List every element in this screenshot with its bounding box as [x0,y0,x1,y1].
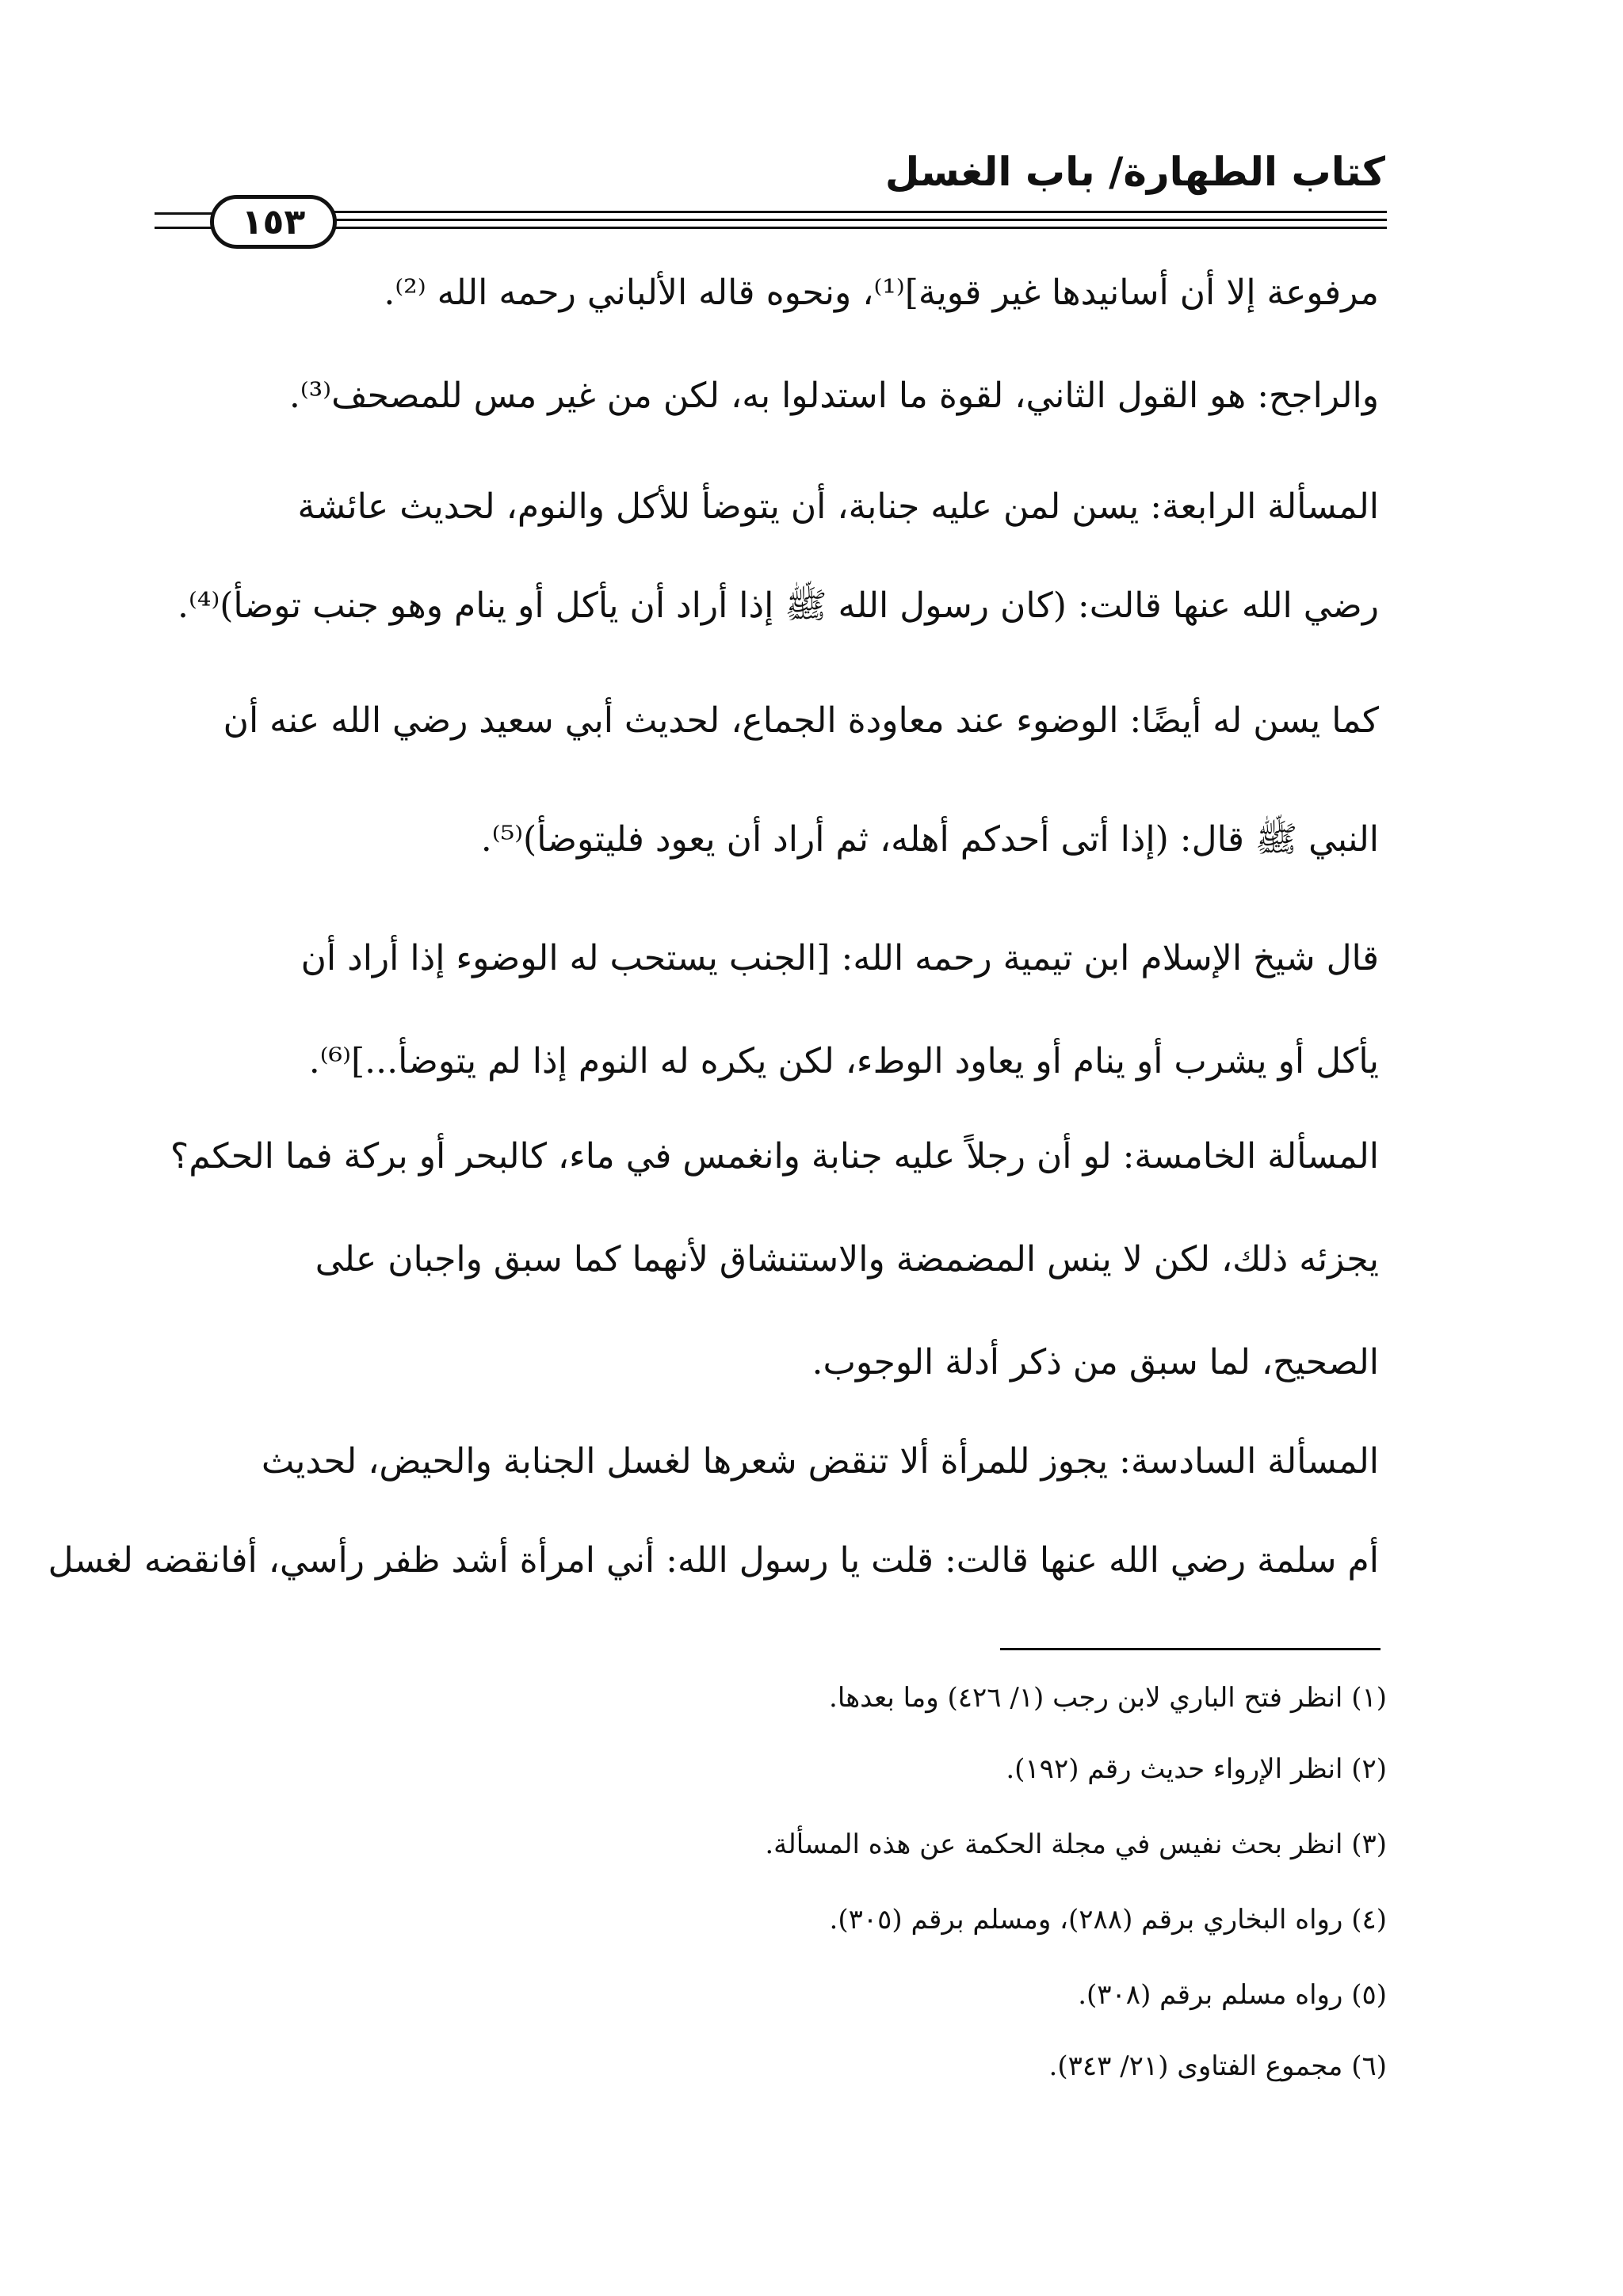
footnote-separator [1000,1648,1381,1650]
body-line-2: والراجح: هو القول الثاني، لقوة ما استدلوا به، لكن من غير مس للمصحف⁽³⁾. [288,376,1379,416]
running-title: كتاب الطهارة/ باب الغسل [884,149,1385,195]
body-line-4: رضي الله عنها قالت: (كان رسول الله ﷺ إذا أراد أن يأكل أو ينام وهو جنب توضأ)⁽⁴⁾. [178,585,1379,626]
body-line-7: قال شيخ الإسلام ابن تيمية رحمه الله: [الجنب يستحب له الوضوء إذا أراد أن [300,938,1379,978]
body-line-6: النبي ﷺ قال: (إذا أتى أحدكم أهله، ثم أراد أن يعود فليتوضأ)⁽⁵⁾. [480,819,1379,860]
body-line-13: أم سلمة رضي الله عنها قالت: قلت يا رسول الله: أني امرأة أشد ظفر رأسي، أفانقضه لغسل [48,1540,1379,1581]
page-number: ١٥٣ [210,195,337,249]
body-line-10: يجزئه ذلك، لكن لا ينس المضمضة والاستنشاق لأنهما كما سبق واجبان على [315,1239,1379,1280]
footnote-1: (١) انظر فتح الباري لابن رجب (١/ ٤٢٦) وما بعدها. [829,1682,1387,1714]
body-line-11: الصحيح، لما سبق من ذكر أدلة الوجوب. [812,1342,1379,1383]
body-line-3: المسألة الرابعة: يسن لمن عليه جنابة، أن يتوضأ للأكل والنوم، لحديث عائشة [297,486,1379,527]
body-line-9: المسألة الخامسة: لو أن رجلاً عليه جنابة وانغمس في ماء، كالبحر أو بركة فما الحكم؟ [170,1136,1379,1177]
body-line-8: يأكل أو يشرب أو ينام أو يعاود الوطء، لكن يكره له النوم إذا لم يتوضأ...]⁽⁶⁾. [308,1041,1379,1081]
footnote-5: (٥) رواه مسلم برقم (٣٠٨). [1078,1979,1387,2011]
body-line-12: المسألة السادسة: يجوز للمرأة ألا تنقض شعرها لغسل الجنابة والحيض، لحديث [261,1441,1379,1482]
footnote-6: (٦) مجموع الفتاوى (٢١/ ٣٤٣). [1048,2050,1387,2082]
footnote-4: (٤) رواه البخاري برقم (٢٨٨)، ومسلم برقم (٣٠٥). [829,1904,1387,1936]
header-rule-mid [333,219,1387,221]
footnote-3: (٣) انظر بحث نفيس في مجلة الحكمة عن هذه المسألة. [765,1829,1387,1860]
header-rule-bottom [333,227,1387,229]
header-rule-top-left [155,212,214,215]
header-rule-bottom-left [155,227,214,229]
header-rule-top [333,211,1387,213]
body-line-5: كما يسن له أيضًا: الوضوء عند معاودة الجماع، لحديث أبي سعيد رضي الله عنه أن [223,700,1379,741]
footnote-2: (٢) انظر الإرواء حديث رقم (١٩٢). [1006,1753,1387,1785]
body-line-1: مرفوعة إلا أن أسانيدها غير قوية]⁽¹⁾، ونحوه قاله الألباني رحمه الله ⁽²⁾. [384,273,1379,313]
